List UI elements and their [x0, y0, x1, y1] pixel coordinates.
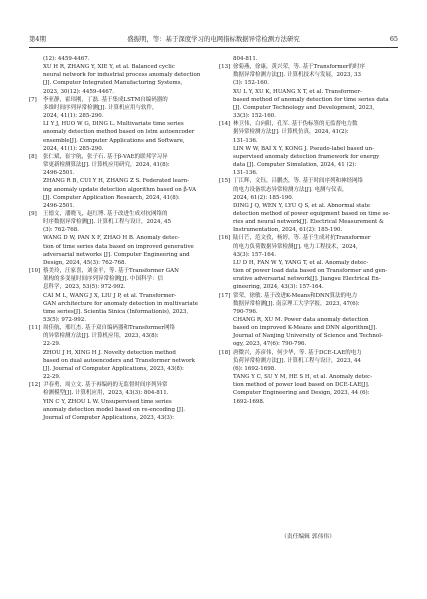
reference-line: (3): 152-160. [233, 80, 269, 87]
reference-line: 131-136. [233, 170, 258, 177]
reference-number: [13] [219, 64, 231, 71]
reference-line: XU L Y, XU K, HUANG X T, et al. Transformer- [233, 88, 362, 95]
reference-line: ries and neural network[J]. Electrical Measurement & [233, 219, 384, 226]
reference-number: [7] [29, 96, 37, 103]
reference-line: 131-136. [233, 137, 258, 144]
reference-line: Design, 2024, 45(3): 762-768. [43, 259, 127, 266]
reference-line: 的异常检测方法[J]. 计算机应用，2023, 43(8): [43, 333, 159, 340]
reference-line: CAI M L, WANG J X, LIU J P, et al. Transformer- [43, 292, 177, 299]
reference-line: 息科学，2023, 53(5): 972-992. [43, 284, 126, 291]
reference-number: [17] [219, 292, 231, 299]
reference-number: [16] [219, 235, 231, 242]
reference-entry [29, 267, 207, 324]
reference-line: 2496-2501. [43, 202, 75, 209]
reference-line: 1692-1698. [233, 398, 265, 405]
reference-line: YIN C Y, ZHOU L W. Unsupervised time series [43, 398, 172, 405]
reference-line: 790-796. [233, 308, 258, 315]
reference-line: erative adversarial network[J]. Jiangsu Electrical En- [233, 276, 381, 283]
reference-line: 据异常检测方法[J]. 计算机仿真，2024, 41(2): [233, 129, 349, 136]
reference-line: time series[J]. Scientia Sinica (Informationis), 2023, [43, 308, 189, 315]
reference-line: based method of anomaly detection for time series data [233, 96, 389, 103]
reference-line: 常更新检测算法[J]. 计算机应用研究，2024, 41(8): [43, 162, 170, 169]
header-rule [29, 47, 398, 48]
reference-entry [29, 96, 207, 153]
reference-line: 2024, 61(2): 185-190. [233, 194, 294, 201]
reference-entry [29, 381, 207, 422]
reference-line: 数据异常检测方法[J]. 计算机技术与发展，2023, 33 [233, 72, 361, 79]
issue-number: 第4期 [29, 35, 46, 43]
reference-line: 43(3): 157-164. [233, 251, 276, 258]
reference-line: [J]. Journal of Computer Applications, 2023, 43(8): [43, 365, 184, 372]
reference-line: 多维时间序列异常检测[J]. 计算机应用与软件， [43, 104, 158, 111]
reference-line: 53(5): 972-992. [43, 317, 86, 323]
reference-line: 蔡美玲，汪家喜，刘金平，等. 基于Transformer GAN [43, 268, 179, 275]
reference-line: adversarial networks [J]. Computer Engineering and [43, 251, 190, 258]
reference-entry [219, 177, 397, 234]
reference-line: [J]. Computer Technology and Development, 2023, [233, 104, 375, 111]
reference-line: 804-811. [233, 56, 258, 62]
references-left-column [29, 55, 207, 422]
reference-line: tion of power load data based on Transformer and gen- [233, 268, 388, 275]
reference-line: 数据异常检测[J]. 南京理工大学学报，2023, 47(6): [233, 300, 360, 307]
reference-line: LU D H, FAN W Y, YANG T, et al. Anomaly detec- [233, 259, 369, 266]
page-header [29, 33, 398, 45]
reference-line: XU H R, ZHANG Y, XIE Y, et al. Balanced cyclic [43, 64, 175, 71]
reference-line: ZHANG R B, CUI Y H, ZHANG Z S. Federated learn- [43, 178, 190, 185]
reference-line: gineering, 2024, 43(3): 157-164. [233, 284, 324, 291]
reference-line: 丁江辉，文钰，吕鹏杰，等. 基于时间序列和神经网络 [233, 178, 363, 185]
reference-entry [29, 324, 207, 381]
reference-entry [29, 153, 207, 210]
reference-line: [J]. Computer Application Research, 2024, 41(8): [43, 194, 180, 201]
reference-number: [14] [219, 121, 231, 128]
reference-line: ensemble[J]. Computer Applications and Software, [43, 137, 185, 144]
reference-line: ing anomaly update detection algorithm based on β-VA [43, 186, 197, 193]
reference-line: 张仁斌，崔宇航，张子石. 基于β-VAE的联邦学习异 [43, 153, 168, 160]
reference-line: 徐菊燕，徐康，黄兴荣，等. 基于Transformer的时序 [233, 64, 366, 71]
reference-line: 负荷异常检测方法[J]. 计算机工程与设计，2023, 44 [233, 357, 361, 364]
reference-line: 22-29. [43, 374, 61, 381]
reference-line: 的电力设备状态异常检测方法[J]. 电测与仪表， [233, 186, 348, 193]
reference-line: Computer Engineering and Design, 2023, 44 (6): [233, 390, 370, 397]
references-right-column [219, 55, 397, 406]
reference-entry [219, 234, 397, 291]
reference-line: 2024, 41(1): 285-290. [43, 145, 104, 152]
reference-line: based on improved K-Means and DNN algorithm[J]. [233, 325, 378, 332]
page-number: 65 [389, 35, 398, 43]
reference-line: Journal of Nanjing University of Science and Technol- [233, 333, 383, 340]
reference-line: 检测模型[J]. 计算机应用，2023, 43(3): 804-811. [43, 390, 169, 397]
reference-line: (3): 762-768. [43, 227, 79, 234]
reference-line: CHANG R, XU M. Power data anomaly detection [233, 317, 369, 323]
reference-line: detection method of power equipment based on time se- [233, 210, 391, 217]
reference-number: [9] [29, 210, 37, 217]
reference-line: 22-29. [43, 341, 61, 348]
reference-line: 王德文，潘晓飞，赵红博. 基于改进生成对抗网络的 [43, 210, 168, 217]
reference-number: [8] [29, 153, 37, 160]
reference-line: [J]. Computer Integrated Manufacturing Systems, [43, 80, 183, 87]
reference-line: 常荣，徐敏. 基于改进K-Means和DNN算法的电力 [233, 292, 358, 299]
reference-entry [29, 55, 207, 96]
reference-line: based on dual autoencoders and Transformer network [43, 357, 195, 364]
reference-line: 周佳航，邢红杰. 基于双自编码器和Transformer网络 [43, 325, 176, 332]
reference-line: LIN W W, BAI X Y, KONG J. Pseudo-label based un- [233, 145, 374, 152]
reference-line: TANG Y C, SU Y M, HE S H, et al. Anomaly detec- [233, 374, 373, 381]
reference-entry [219, 120, 397, 177]
reference-line: anomaly detection model based on re-encoding [J]. [43, 406, 185, 413]
reference-number: [18] [219, 349, 231, 356]
reference-line: data [J]. Computer Simulation, 2024, 41 (2): [233, 162, 357, 169]
reference-line: 的电力负荷数据异常检测[J]. 电力工程技术，2024, [233, 243, 358, 250]
reference-line: Journal of Computer Applications, 2023, 43(3): [43, 414, 174, 421]
reference-number: [12] [29, 382, 41, 389]
reference-line: 33(3): 152-160. [233, 113, 276, 120]
reference-line: tion of time series data based on improved generative [43, 243, 194, 250]
reference-line: 2024, 41(1): 285-290. [43, 113, 104, 120]
reference-line: DING J Q, WEN Y, LYU Q S, et al. Abnormal state [233, 202, 371, 209]
reference-line: 2023, 30(12): 4459-4467. [43, 88, 114, 95]
reference-line: 唐微兴，苏彦伟，何少华，等. 基于DCE-LAE的电力 [233, 349, 362, 356]
reference-line: GAN architecture for anomaly detection in multivariate [43, 300, 199, 307]
reference-line: 林卫伟，白向阳，孔军. 基于伪标签的无监督电力数 [233, 121, 358, 128]
reference-entry [219, 55, 397, 63]
reference-line: 2496-2501. [43, 170, 75, 177]
reference-line: 陆日芒，范文孜，杨婷，等. 基于生成对抗Transformer [233, 235, 371, 242]
reference-line: (6): 1692-1698. [233, 365, 276, 372]
reference-entry [219, 63, 397, 120]
reference-line: 尹春勇，周立文. 基于再编码的无监督时间序列异常 [43, 382, 168, 389]
reference-line: 架构的多变量时间序列异常检测[J]. 中国科学：信 [43, 276, 163, 283]
reference-line: (12): 4459-4467. [43, 56, 90, 62]
reference-line: Instrumentation, 2024, 61(2): 185-190. [233, 227, 343, 234]
running-title: 盛振明，等：基于深度学习的电网指标数据异常检测方法研究 [127, 35, 300, 43]
reference-line: LI Y J, HUO W G, DING L. Multivariate time series [43, 121, 184, 128]
reference-number: [10] [29, 268, 41, 275]
reference-line: anomaly detection method based on lstm autoencoder [43, 129, 195, 136]
reference-line: tion method of power load based on DCE-LAE[J]. [233, 382, 370, 389]
reference-line: WANG D W, PAN X F, ZHAO H B. Anomaly detec- [43, 235, 180, 242]
reference-entry [219, 292, 397, 349]
editor-note: （责任编辑 郭伟伟） [280, 534, 335, 540]
reference-line: neural network for industrial process anomaly detection [43, 72, 201, 79]
reference-number: [11] [29, 325, 41, 332]
reference-line: ogy, 2023, 47(6): 790-796. [233, 341, 307, 348]
reference-line: supervised anomaly detection framework for energy [233, 153, 380, 160]
reference-number: [15] [219, 178, 231, 185]
reference-line: 李亚静，霍玮刚，丁磊. 基于集成LSTM自编码器的 [43, 96, 168, 103]
reference-entry [29, 210, 207, 267]
reference-entry [219, 349, 397, 406]
reference-line: ZHOU J H, XING H J. Novelty detection method [43, 349, 176, 356]
reference-line: 时序数据异常检测[J]. 计算机工程与设计，2024, 45 [43, 219, 171, 226]
